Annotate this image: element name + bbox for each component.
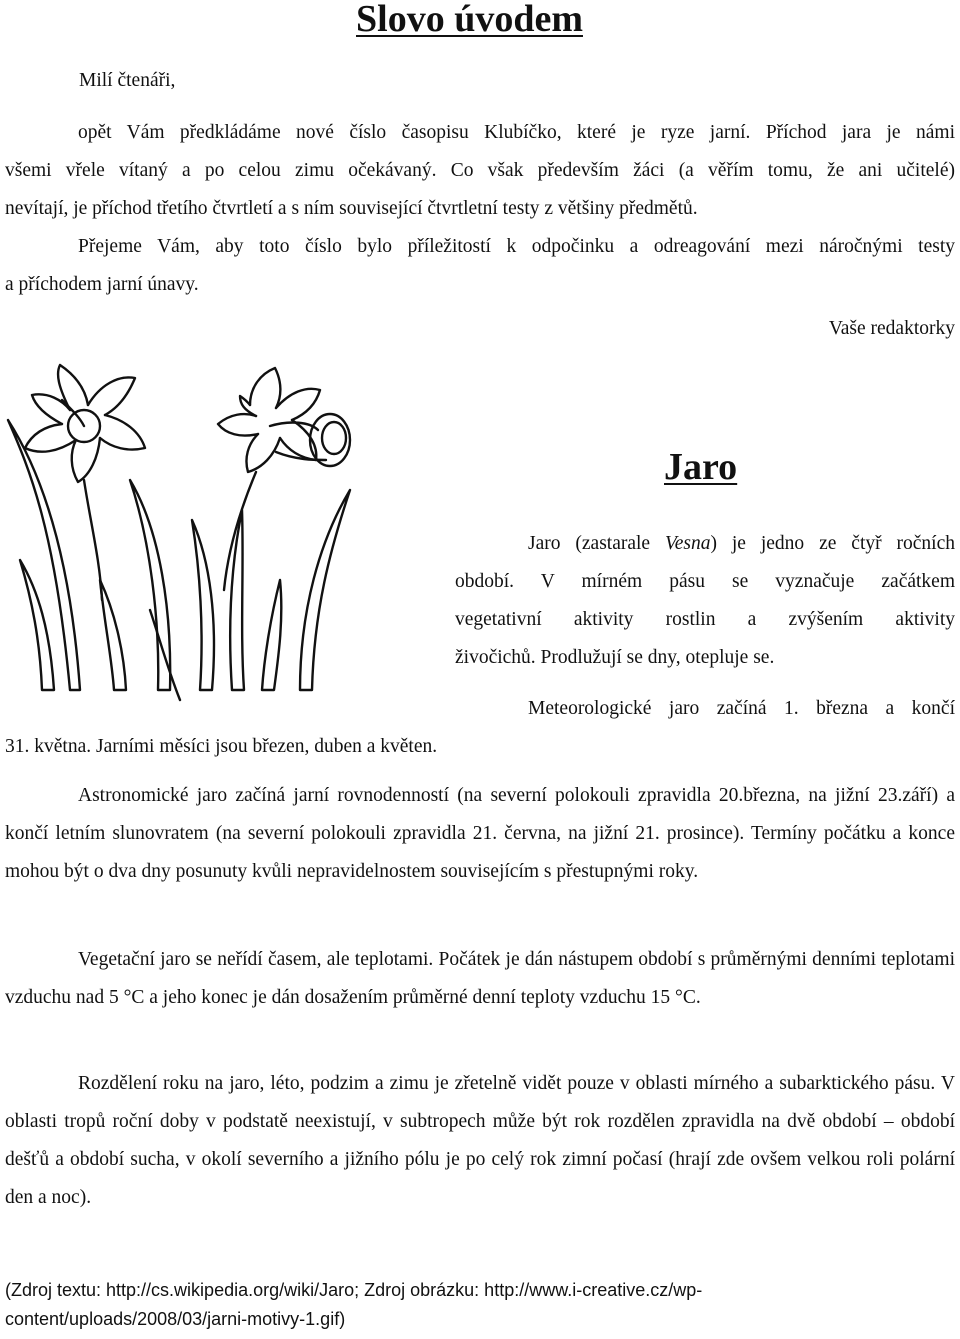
article-p1-line4: živočichů. Prodlužují se dny, otepluje se. bbox=[455, 647, 775, 668]
signature: Vaše redaktorky bbox=[828, 318, 955, 339]
source-line2: content/uploads/2008/03/jarni-motivy-1.gif) bbox=[5, 1309, 346, 1329]
article-paragraph-4: Vegetační jaro se neřídí časem, ale teplotami. Počátek je dán nástupem období s průměrnými denními teplotami vzduchu nad 5 °C a jeho konec je dán dosažením průměrné denní teploty vzduchu 15 °C. bbox=[5, 949, 955, 1008]
intro-p1-line3: nevítají, je příchod třetího čtvrtletí a s ním související čtvrtletní testy z většiny předmětů. bbox=[5, 198, 698, 219]
p1-start: Jaro (zastarale bbox=[528, 533, 665, 554]
article-p1-line2: období. V mírném pásu se vyznačuje začátkem bbox=[455, 571, 955, 592]
article-p1-line1 bbox=[455, 525, 955, 563]
p1-end: ) je jedno ze čtyř ročních bbox=[710, 533, 955, 554]
intro-p2-line1: Přejeme Vám, aby toto číslo bylo příležitostí k odpočinku a odreagování mezi náročnými testy bbox=[78, 236, 955, 257]
p1-italic: Vesna bbox=[664, 533, 711, 554]
intro-paragraph-1 bbox=[5, 114, 955, 228]
daffodils-illustration-icon bbox=[0, 360, 455, 720]
article-p1-line3: vegetativní aktivity rostlin a zvýšením aktivity bbox=[455, 609, 955, 630]
intro-p1-line2: všemi vřele vítaný a po celou zimu očekávaný. Co však především žáci (a věřím tomu, že ani učitelé) bbox=[5, 160, 955, 181]
article-p2-line2: 31. května. Jarními měsíci jsou březen, duben a květen. bbox=[5, 736, 438, 757]
article-paragraph-1 bbox=[455, 525, 955, 677]
source-note bbox=[5, 1276, 955, 1334]
article-p2-line1: Meteorologické jaro začíná 1. března a končí bbox=[528, 698, 955, 719]
article-paragraph-5: Rozdělení roku na jaro, léto, podzim a zimu je zřetelně vidět pouze v oblasti mírného a subarktického pásu. V oblasti tropů roční doby v podstatě neexistují, v subtropech může být rok rozdělen zpravidla na dvě období – období dešťů a období sucha, v okolí severního a jižního pólu je po celý rok zimní počasí (hrají zde ovšem velkou roli polární den a noc). bbox=[5, 1073, 955, 1208]
intro-p2-line2: a příchodem jarní únavy. bbox=[5, 274, 199, 295]
intro-p1-line1: opět Vám předkládáme nové číslo časopisu Klubíčko, které je ryze jarní. Příchod jara je námi bbox=[78, 122, 955, 143]
source-line1: (Zdroj textu: http://cs.wikipedia.org/wiki/Jaro; Zdroj obrázku: http://www.i-creative.cz/wp- bbox=[5, 1280, 703, 1300]
intro-paragraph-2 bbox=[5, 228, 955, 304]
article-paragraph-3: Astronomické jaro začíná jarní rovnodenností (na severní polokouli zpravidla 20.března, na jižní 23.září) a končí letním slunovratem (na severní polokouli zpravidla 21. června, na jižní 21. prosince). Termíny počátku a konce mohou být o dva dny posunuty kvůli nepravidelnostem souvisejícím s přestupnými roky. bbox=[5, 785, 955, 882]
greeting: Milí čtenáři, bbox=[79, 70, 176, 91]
page-title: Slovo úvodem bbox=[356, 0, 583, 40]
article-paragraph-2a bbox=[455, 690, 955, 728]
article-title: Jaro bbox=[664, 446, 738, 488]
